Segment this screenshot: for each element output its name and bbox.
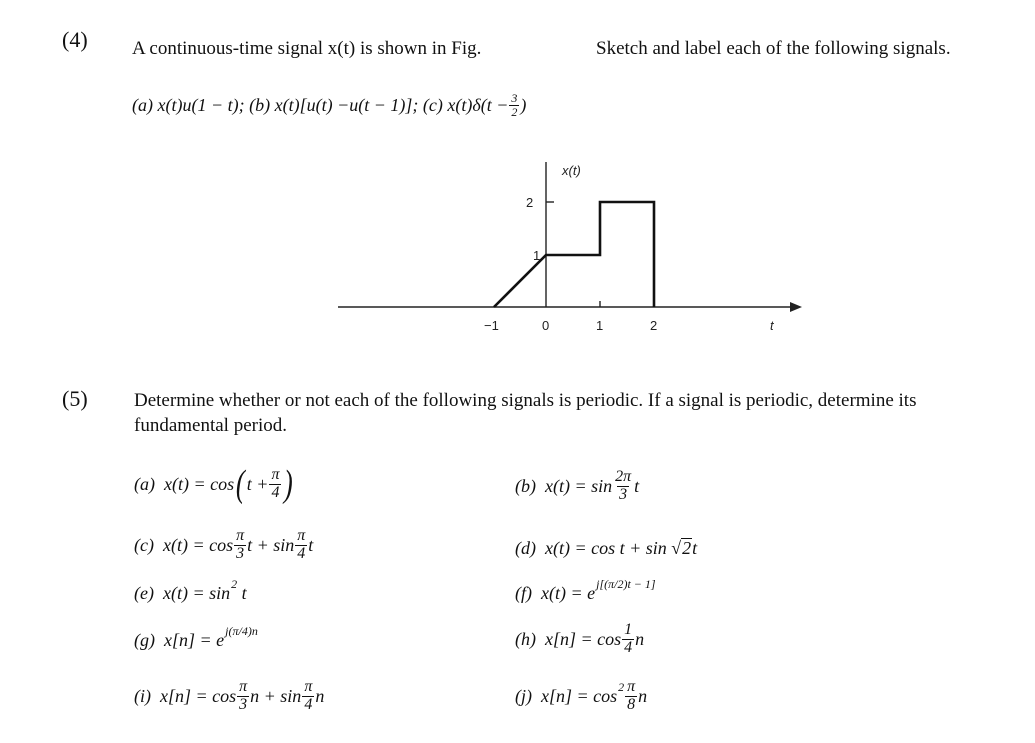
item-h-tail: n bbox=[635, 629, 645, 650]
item-i-den1: 3 bbox=[239, 695, 248, 713]
item-i-num2: π bbox=[304, 678, 313, 695]
item-h-lhs: x[n] = cos bbox=[545, 629, 622, 650]
q4-part-c-close: ) bbox=[520, 95, 527, 116]
item-j-lhs: x[n] = cos bbox=[541, 686, 618, 707]
item-h-den: 4 bbox=[624, 638, 633, 656]
item-c-fraction-2 bbox=[295, 528, 307, 563]
q4-part-c-label: (c) bbox=[422, 95, 443, 116]
item-h-fraction bbox=[622, 622, 634, 657]
item-h-label: (h) bbox=[515, 629, 536, 650]
item-i-num1: π bbox=[239, 678, 248, 695]
y-axis-title: x(t) bbox=[562, 163, 581, 178]
item-f-label: (f) bbox=[515, 583, 532, 603]
item-b-lhs: x(t) = sin bbox=[545, 476, 613, 497]
item-i-den2: 4 bbox=[304, 695, 313, 713]
x-tick-label-2: 2 bbox=[650, 318, 658, 333]
item-b-den: 3 bbox=[619, 485, 628, 503]
q5-item-h bbox=[515, 622, 644, 657]
q5-item-i bbox=[134, 679, 324, 714]
item-i-lhs: x[n] = cos bbox=[160, 686, 237, 707]
left-paren: ( bbox=[236, 463, 245, 506]
item-i-fraction-2 bbox=[302, 679, 314, 714]
item-f-lhs: x(t) = e bbox=[541, 583, 596, 603]
item-a-fraction bbox=[269, 467, 281, 502]
item-j-tail: n bbox=[638, 686, 648, 707]
item-j-num: π bbox=[627, 678, 636, 695]
item-c-label: (c) bbox=[134, 535, 154, 556]
item-e-exp: 2 bbox=[231, 577, 238, 591]
q5-item-j bbox=[515, 679, 647, 714]
item-i-mid: n + sin bbox=[250, 686, 302, 707]
item-a-lhs: x(t) = cos bbox=[164, 474, 235, 495]
q4-part-c-fraction bbox=[509, 92, 519, 118]
y-tick-label-1: 1 bbox=[533, 248, 541, 263]
item-j-den: 8 bbox=[627, 695, 636, 713]
item-i-tail: n bbox=[315, 686, 325, 707]
question-5-number: (5) bbox=[62, 386, 88, 411]
item-e-label: (e) bbox=[134, 583, 154, 603]
item-b-num: 2π bbox=[615, 468, 632, 485]
t-axis-title: t bbox=[770, 318, 774, 333]
item-c-num2: π bbox=[297, 527, 306, 544]
item-c-num1: π bbox=[236, 527, 245, 544]
item-f-exp: j[(π/2)t − 1] bbox=[596, 577, 656, 591]
q4-instruction: Sketch and label each of the following signals. bbox=[596, 38, 951, 59]
q5-item-b bbox=[515, 469, 639, 504]
q5-item-e bbox=[134, 577, 247, 603]
item-a-term: t + bbox=[246, 474, 269, 495]
q4-intro: A continuous-time signal x(t) is shown in Fig. bbox=[132, 38, 482, 59]
item-g-exp: j(π/4)n bbox=[225, 624, 258, 638]
q4-part-c-expr: x(t)δ(t − bbox=[447, 95, 509, 116]
item-i-label: (i) bbox=[134, 686, 151, 707]
item-a-den: 4 bbox=[271, 483, 280, 501]
q4-part-a-expr: x(t)u(1 − t); bbox=[157, 95, 245, 116]
x-tick-label-1: 1 bbox=[596, 318, 604, 333]
item-b-tail: t bbox=[634, 476, 640, 497]
item-i-fraction-1 bbox=[237, 679, 249, 714]
item-b-fraction bbox=[613, 469, 633, 504]
x-tick-label-neg1: −1 bbox=[484, 318, 499, 333]
item-d-tail: t bbox=[692, 537, 698, 558]
q5-item-g bbox=[134, 624, 258, 650]
item-c-mid: t + sin bbox=[247, 535, 295, 556]
item-e-tail: t bbox=[241, 583, 247, 603]
item-c-lhs: x(t) = cos bbox=[162, 535, 234, 556]
q5-item-c bbox=[134, 528, 313, 563]
item-c-den1: 3 bbox=[236, 544, 245, 562]
item-a-label: (a) bbox=[134, 474, 155, 495]
item-j-label: (j) bbox=[515, 686, 532, 707]
item-a-num: π bbox=[271, 466, 280, 483]
item-e-lhs: x(t) = sin bbox=[162, 583, 231, 603]
q4-part-c-frac-den: 2 bbox=[511, 104, 518, 119]
item-g-lhs: x[n] = e bbox=[164, 630, 225, 650]
item-g-label: (g) bbox=[134, 630, 155, 650]
item-d-root-arg: 2 bbox=[682, 538, 692, 558]
question-4-number: (4) bbox=[62, 27, 88, 52]
item-c-tail: t bbox=[308, 535, 314, 556]
item-c-den2: 4 bbox=[297, 544, 306, 562]
q4-part-b-label: (b) bbox=[249, 95, 271, 116]
q5-item-d bbox=[515, 538, 697, 557]
x-tick-label-0: 0 bbox=[542, 318, 550, 333]
item-c-fraction-1 bbox=[234, 528, 246, 563]
q4-part-a-label: (a) bbox=[132, 95, 153, 116]
item-d-lhs: x(t) = cos t + sin bbox=[545, 537, 667, 558]
q5-item-f bbox=[515, 577, 656, 603]
signal-figure bbox=[330, 150, 810, 340]
t-axis-arrow bbox=[790, 302, 802, 312]
item-d-label: (d) bbox=[515, 537, 536, 558]
q4-part-c-frac-num: 3 bbox=[511, 91, 518, 105]
q5-intro-line1: Determine whether or not each of the following signals is periodic. If a signal is periodic, determine its bbox=[134, 390, 917, 411]
right-paren: ) bbox=[284, 463, 294, 506]
signal-waveform bbox=[494, 202, 654, 307]
q4-part-b-expr: x(t)[u(t) −u(t − 1)]; bbox=[274, 95, 419, 116]
q5-intro-line2: fundamental period. bbox=[134, 415, 288, 436]
item-b-label: (b) bbox=[515, 476, 536, 497]
q5-item-a bbox=[134, 463, 295, 506]
sqrt-icon: √ bbox=[671, 537, 682, 558]
item-j-fraction bbox=[625, 679, 637, 714]
item-h-num: 1 bbox=[624, 621, 633, 638]
q4-parts-line bbox=[132, 92, 526, 118]
y-tick-label-2: 2 bbox=[526, 195, 534, 210]
item-j-exp: 2 bbox=[618, 680, 625, 695]
